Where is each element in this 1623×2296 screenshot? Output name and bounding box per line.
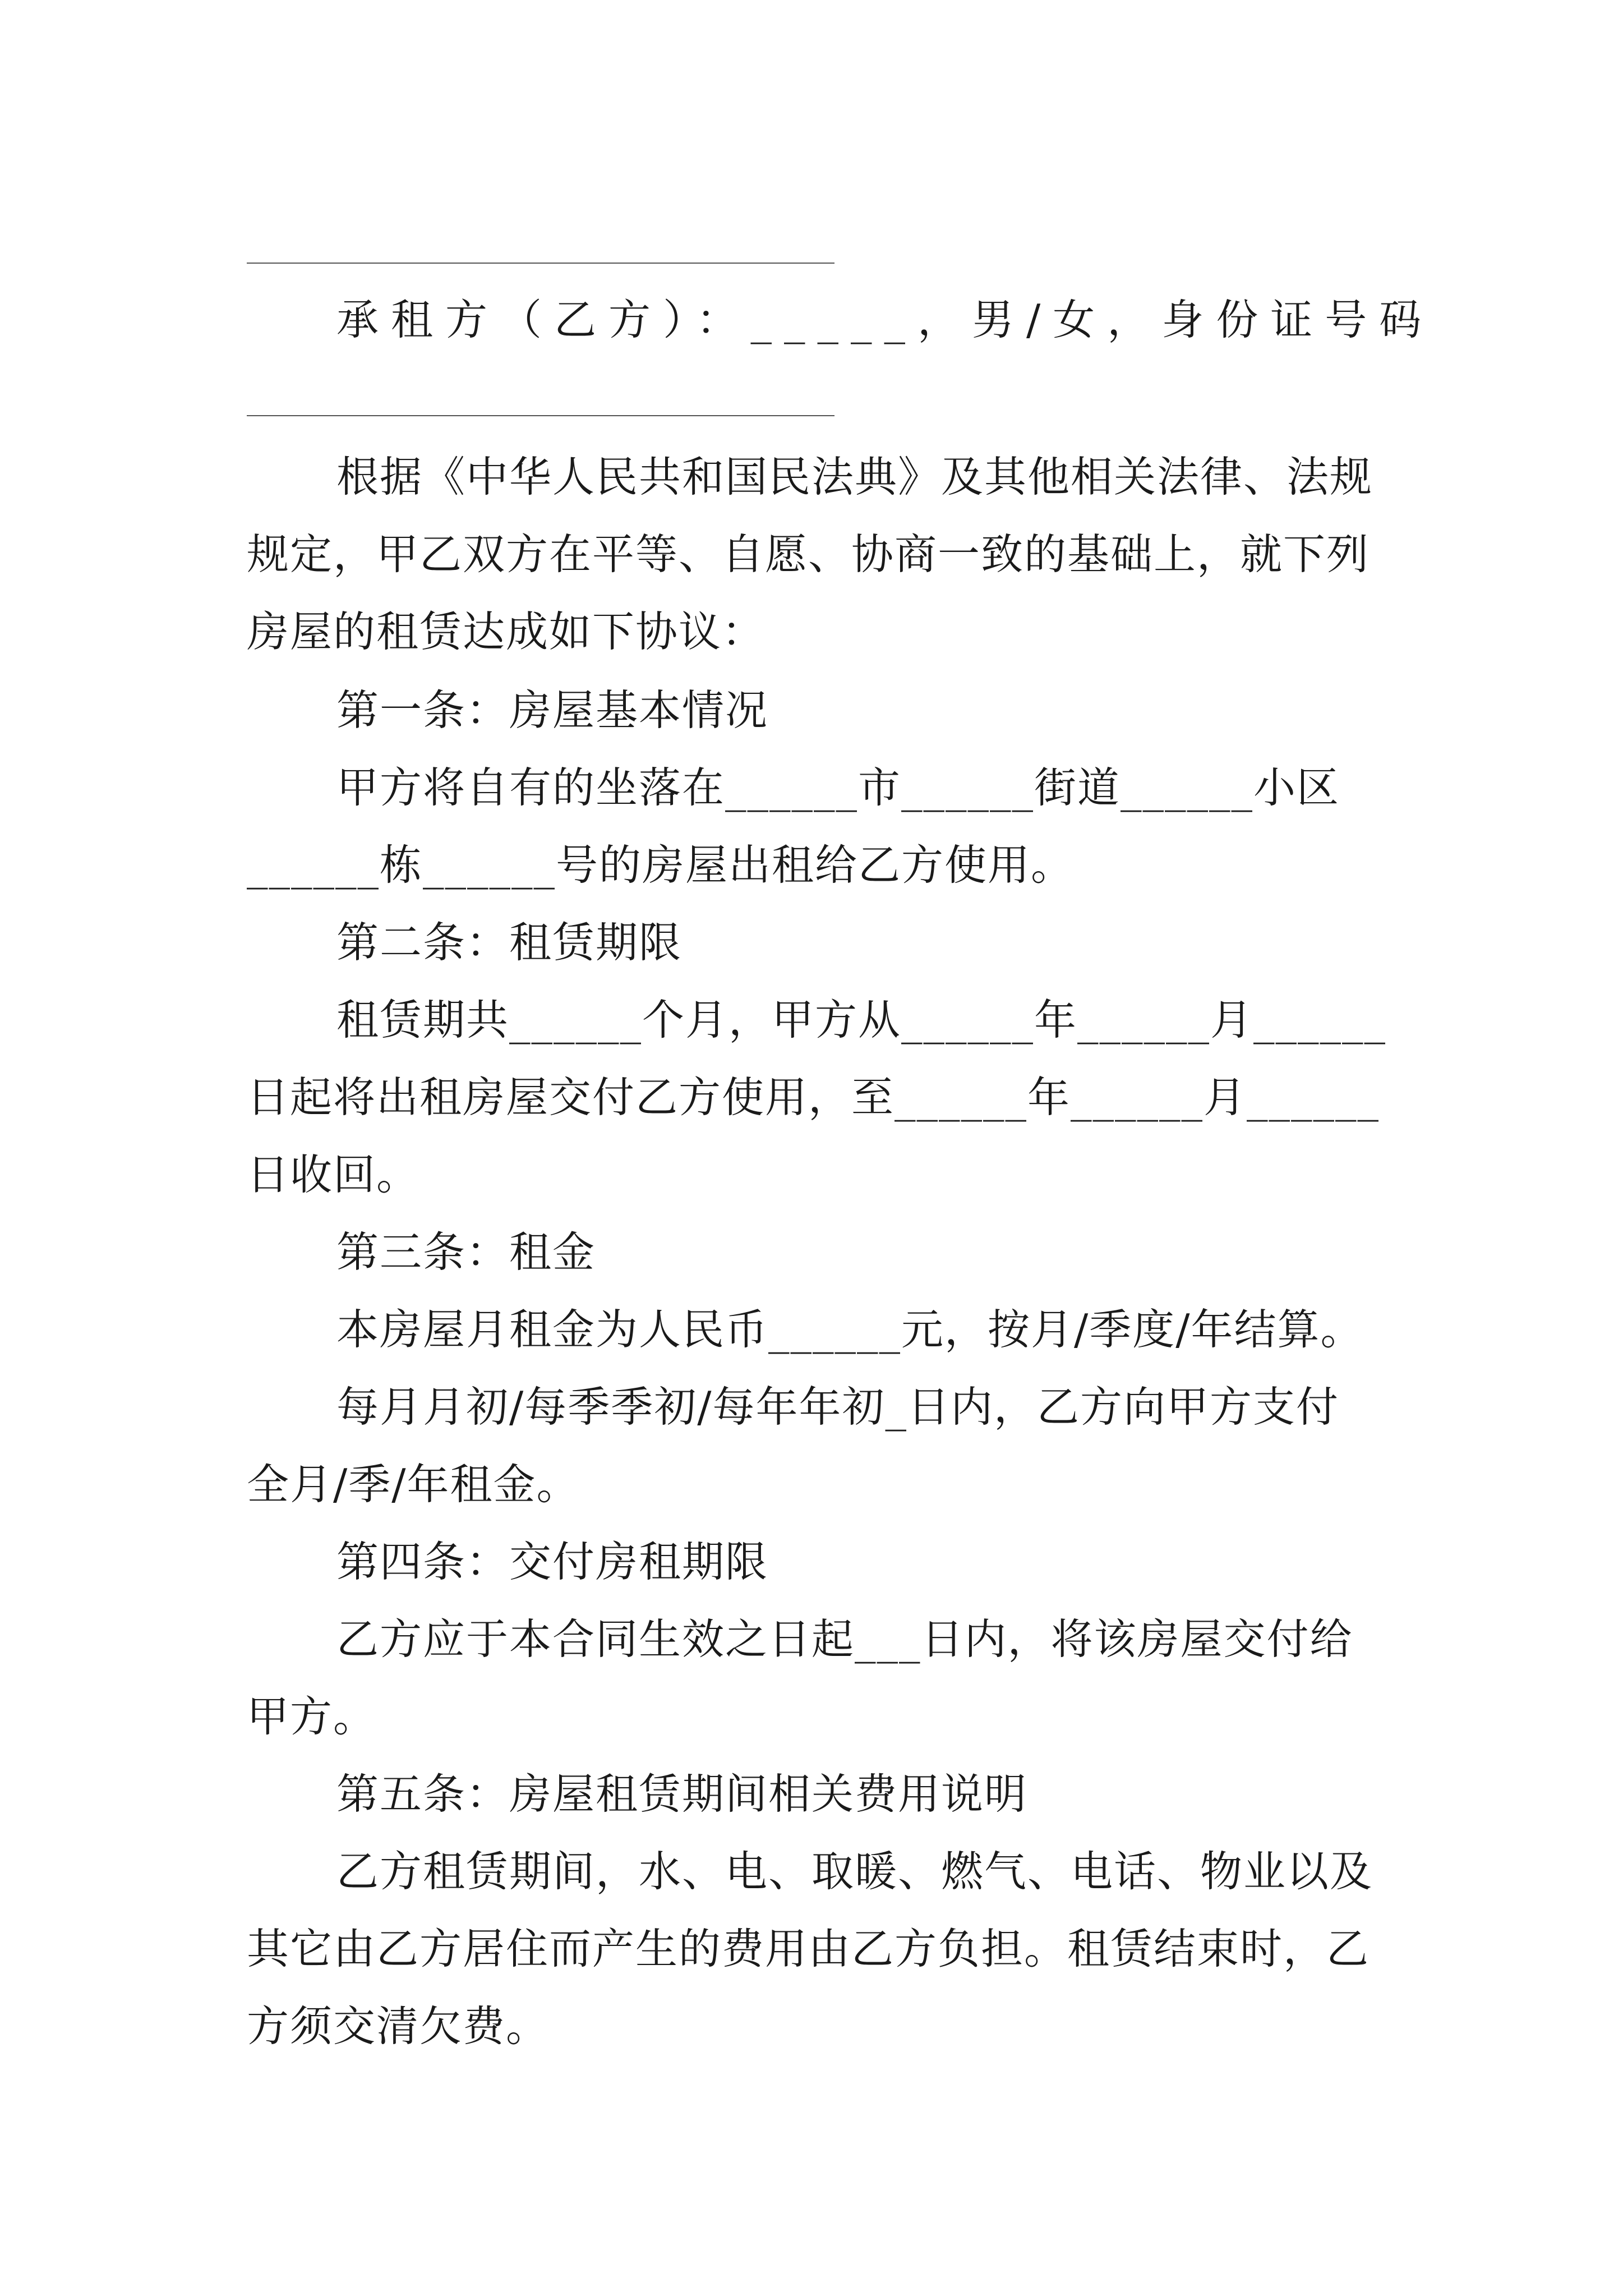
article-3-text-3: 全月/季/年租金。 xyxy=(247,1460,580,1509)
article-2-text-3: 日收回。 xyxy=(247,1150,420,1199)
article-2-heading: 第二条：租赁期限 xyxy=(336,918,683,967)
preamble-line-3: 房屋的租赁达成如下协议： xyxy=(247,607,766,656)
article-1-heading: 第一条：房屋基本情况 xyxy=(336,685,769,735)
article-2-text-2: 日起将出租房屋交付乙方使用，至______年______月______ xyxy=(247,1073,1380,1122)
article-4-text-1: 乙方应于本合同生效之日起___日内，将该房屋交付给 xyxy=(336,1614,1353,1664)
article-3-heading: 第三条：租金 xyxy=(336,1227,596,1277)
article-5-text-2: 其它由乙方居住而产生的费用由乙方负担。租赁结束时，乙 xyxy=(247,1924,1370,1973)
article-5-text-3: 方须交清欠费。 xyxy=(247,2001,550,2051)
article-5-heading: 第五条：房屋租赁期间相关费用说明 xyxy=(336,1769,1028,1819)
article-5-text-1: 乙方租赁期间，水、电、取暖、燃气、电话、物业以及 xyxy=(336,1847,1373,1896)
article-4-heading: 第四条：交付房租期限 xyxy=(336,1537,769,1586)
tenant-party-line: 承租方（乙方）：_____，男/女，身份证号码 xyxy=(336,295,1434,344)
article-1-text-1: 甲方将自有的坐落在______市______街道______小区 xyxy=(336,763,1340,812)
preamble-line-2: 规定，甲乙双方在平等、自愿、协商一致的基础上，就下列 xyxy=(247,530,1370,579)
article-4-text-2: 甲方。 xyxy=(247,1692,377,1741)
article-1-text-2: ______栋______号的房屋出租给乙方使用。 xyxy=(247,840,1075,890)
preamble-line-1: 根据《中华人民共和国民法典》及其他相关法律、法规 xyxy=(336,452,1373,501)
id-number-blank-line xyxy=(247,263,834,264)
article-3-text-1: 本房屋月租金为人民币______元，按月/季度/年结算。 xyxy=(336,1305,1364,1354)
article-2-text-1: 租赁期共______个月，甲方从______年______月______ xyxy=(336,995,1387,1045)
article-3-text-2: 每月月初/每季季初/每年年初_日内，乙方向甲方支付 xyxy=(336,1382,1340,1432)
id-number-blank-line xyxy=(247,415,834,416)
